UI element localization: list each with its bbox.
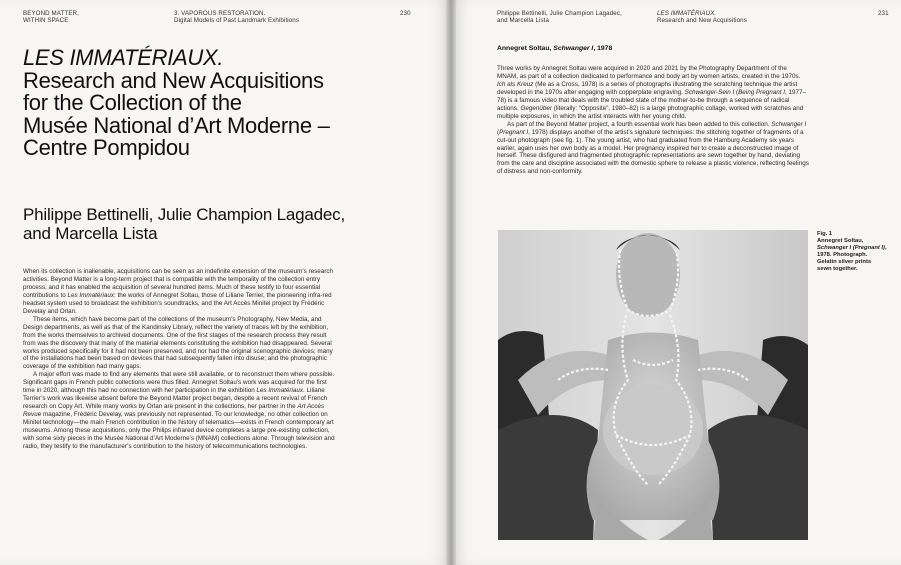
running-header-authors [497,10,622,25]
running-header-chapter [174,10,299,25]
stitched-photograph-image [498,230,808,540]
right-body-text [497,65,809,176]
left-body-text [23,268,335,451]
running-header-title [657,10,747,25]
header-title-line2: Research and New Acquisitions [657,17,747,25]
figure-caption-text: Annegret Soltau, Schwanger I (Pregnant I), 1978. Photograph. Gelatin silver prints sewn together. [817,237,887,272]
authors-line-1: Philippe Bettinelli, Julie Champion Lagadec, [23,205,345,224]
header-book-line2: WITHIN SPACE [23,17,69,25]
title-line-1: Research and New Acquisitions [23,67,324,93]
book-gutter [446,0,456,565]
article-authors [23,205,433,243]
figure-photograph [498,230,808,540]
title-line-4: Centre Pompidou [23,135,190,160]
header-book-line1: BEYOND MATTER, [23,10,79,17]
body-paragraph-2: These items, which have become part of the collections of the museum’s Photography, New Media, and Design departments, as well as that of the Kandinsky Library, reflect the variety of traces left by the exhibition, from the works themselves to archived documents. One of the first stages of the research process they result from was the discovery that many of the material elements constituting the exhibition had disappeared. Several works produced specifically for it had not been preserved, and nor had the original scenographic devices; many of the installations had been based on devices that had subsequently fallen into disuse; and the photographic coverage of the exhibition had many gaps. [23,315,333,371]
header-chapter-line1: 3. VAPOROUS RESTORATION. [174,10,266,17]
right-paragraph-2: As part of the Beyond Matter project, a fourth essential work has been added to this collection. Schwanger I (Pregnant I, 1978) displays another of the artist’s signature techniques: the stitching together of fragments of a cut-out photograph (see fig. 1). The young artist, who had graduated from the Hamburg Academy six years earlier, again uses her own body as a model. Her pregnancy inspired her to create a deconstructed image of herself. These disfigured and fragmented photographic representations are sewn together by hand, deviating from the care and discipline associated with the domestic sphere to release a plastic violence, reflecting feelings of distress and non-conformity. [497,120,809,176]
body-paragraph-3: A major effort was made to find any elements that were still available, or to reconstruct them where possible. Significant gaps in French public collections were thus filled. Annegret Soltau’s work was acquired for the first time in 2020, although this had no connection with her participation in the exhibition Les Immatériaux. Liliane Terrier’s work was likewise absent before the Beyond Matter project began, despite a recent revival of French research on Copy Art. While many works by Orlan are present in the collections, her partner in the Art Accès Revue magazine, Frédéric Develay, was previously not represented. To our knowledge, no other collection on Minitel technology—the main French contribution in the history of telematics—exists in French contemporary art museums. Among these acquisitions, only the Philips infrared device completes a large pre-existing collection, with some sixty pieces in the Musée National d’Art Moderne’s (MNAM) collections alone. Through television and radio, they testify to the manufacturer’s contribution to the history of telecommunications technologies. [23,371,335,450]
authors-line-2: and Marcella Lista [23,224,158,243]
page-number-left: 230 [400,10,411,17]
page-number-right: 231 [878,10,889,17]
header-authors-line2: and Marcella Lista [497,17,550,25]
body-paragraph-1: When its collection is inalienable, acquisitions can be seen as an indefinite extension of the museum’s research activities. Beyond Matter is a long-term project that is compatible with the temporality of the collection entry process, and it has enabled the acquisition of several hundred items. Much of these testify to four essential contributions to Les Immatériaux: the works of Annegret Soltau, those of Liliane Terrier, the pioneering infra-red headset system used to broadcast the exhibition’s soundtracks, and the Art Accès Minitel project by Frédéric Develay and Orlan. [23,268,334,315]
article-title [23,47,433,160]
header-authors-line1: Philippe Bettinelli, Julie Champion Lagadec, [497,10,622,17]
header-title-line1: LES IMMATÉRIAUX. [657,10,717,17]
right-paragraph-1: Three works by Annegret Soltau were acquired in 2020 and 2021 by the Photography Department of the MNAM, as part of a collection dedicated to performance and body art by women artists, created in the 1970s. Ich als Kreuz (Me as a Cross, 1978) is a series of photographs illustrating the scratching technique the artist developed in the 1970s after engaging with copperplate engraving. Schwanger-Sein I (Being Pregnant I, 1977–78) is a famous video that deals with the troubled state of the mother-to-be through a sequence of radical actions. Gegenüber (literally: “Opposite”, 1980–82) is a large photographic collage, worked with scratches and multiple exposures, in which the artist interacts with her young child. [497,65,807,120]
title-italic-line: LES IMMATÉRIAUX. [23,45,224,70]
figure-caption [817,231,887,272]
header-chapter-line2: Digital Models of Past Landmark Exhibitions [174,17,300,25]
figure-label: Fig. 1 [817,231,833,237]
section-subheading: Annegret Soltau, Schwanger I, 1978 [497,45,613,52]
title-line-2: for the Collection of the [23,90,242,115]
running-header-book [23,10,79,25]
title-line-3: Musée National d’Art Moderne – [23,112,330,138]
